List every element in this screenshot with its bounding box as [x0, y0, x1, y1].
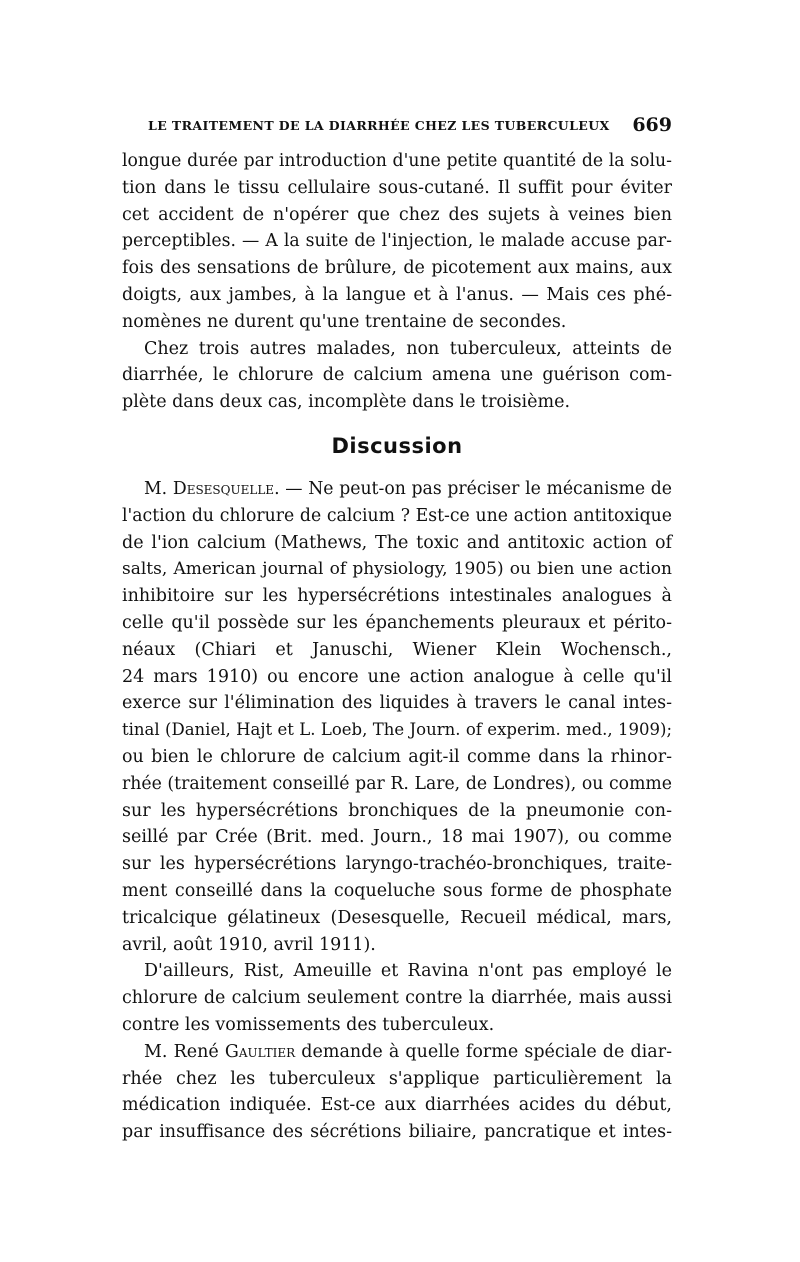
text-line: tinal (Daniel, Hajt et L. Loeb, The Journ. of experim. med., 1909); [122, 720, 672, 740]
running-header [148, 114, 672, 144]
text-line: inhibitoire sur les hypersécrétions intestinales analogues à [122, 586, 672, 607]
line-rest: . — Ne peut-on pas préciser le mécanisme de [274, 478, 672, 499]
section-heading: Discussion [331, 433, 463, 458]
text-line: chlorure de calcium seulement contre la diarrhée, mais aussi [122, 988, 672, 1009]
text-line: ou bien le chlorure de calcium agit-il comme dans la rhinor- [122, 746, 672, 767]
page-number: 669 [632, 114, 672, 136]
text-line: diarrhée, le chlorure de calcium amena une guérison com- [122, 365, 672, 386]
text-line: contre les vomissements des tuberculeux. [122, 1014, 495, 1035]
text-line: perceptibles. — A la suite de l'injection, le malade accuse par- [122, 231, 672, 252]
text-line: médication indiquée. Est-ce aux diarrhées acides du début, [122, 1095, 672, 1116]
text-line: seillé par Crée (Brit. med. Journ., 18 mai 1907), ou comme [122, 827, 672, 848]
text-line: par insuffisance des sécrétions biliaire, pancratique et intes- [122, 1122, 672, 1143]
text-line: l'action du chlorure de calcium ? Est-ce une action antitoxique [122, 505, 672, 526]
text-line: longue durée par introduction d'une petite quantité de la solu- [122, 151, 672, 171]
speaker-prefix: M. [144, 478, 173, 499]
text-line: de l'ion calcium (Mathews, The toxic and antitoxic action of [122, 532, 672, 553]
line-rest: demande à quelle forme spéciale de diar- [295, 1041, 672, 1062]
text-line: exerce sur l'élimination des liquides à travers le canal intes- [122, 693, 672, 714]
text-line: tricalcique gélatineux (Desesquelle, Recueil médical, mars, [122, 907, 672, 928]
text-line: Chez trois autres malades, non tuberculeux, atteints de [144, 338, 672, 359]
text-line: sur les hypersécrétions bronchiques de la pneumonie con- [122, 800, 672, 821]
body-text [122, 148, 672, 1146]
speaker-name: Desesquelle [172, 478, 275, 499]
text-line: 24 mars 1910) ou encore une action analogue à celle qu'il [122, 666, 672, 687]
text-line: salts, American journal of physiology, 1905) ou bien une action [122, 559, 672, 580]
text-line [122, 1039, 672, 1066]
text-line: celle qu'il possède sur les épanchements pleuraux et périto- [122, 612, 672, 633]
speaker-prefix: M. René [144, 1041, 225, 1062]
text-line: rhée (traitement conseillé par R. Lare, de Londres), ou comme [122, 773, 672, 794]
text-line [122, 476, 672, 503]
text-line: cet accident de n'opérer que chez des sujets à veines bien [122, 204, 672, 225]
text-line: fois des sensations de brûlure, de picotement aux mains, aux [122, 258, 672, 279]
running-title: LE TRAITEMENT DE LA DIARRHÉE CHEZ LES TUBERCULEUX [148, 118, 610, 133]
text-line: néaux (Chiari et Januschi, Wiener Klein Wochensch., [122, 639, 672, 660]
speaker-name: Gaultier [224, 1041, 296, 1062]
text-line: D'ailleurs, Rist, Ameuille et Ravina n'ont pas employé le [144, 961, 672, 982]
text-line: avril, août 1910, avril 1911). [122, 934, 376, 955]
text-line: plète dans deux cas, incomplète dans le troisième. [122, 392, 571, 413]
text-line: rhée chez les tuberculeux s'applique particulièrement la [122, 1068, 672, 1089]
text-line: tion dans le tissu cellulaire sous-cutané. Il suffit pour éviter [122, 177, 672, 198]
text-line: sur les hypersécrétions laryngo-trachéo-bronchiques, traite- [122, 854, 672, 875]
text-line: nomènes ne durent qu'une trentaine de secondes. [122, 311, 567, 332]
text-line: ment conseillé dans la coqueluche sous forme de phosphate [122, 880, 672, 901]
text-line: doigts, aux jambes, à la langue et à l'anus. — Mais ces phé- [122, 284, 672, 305]
